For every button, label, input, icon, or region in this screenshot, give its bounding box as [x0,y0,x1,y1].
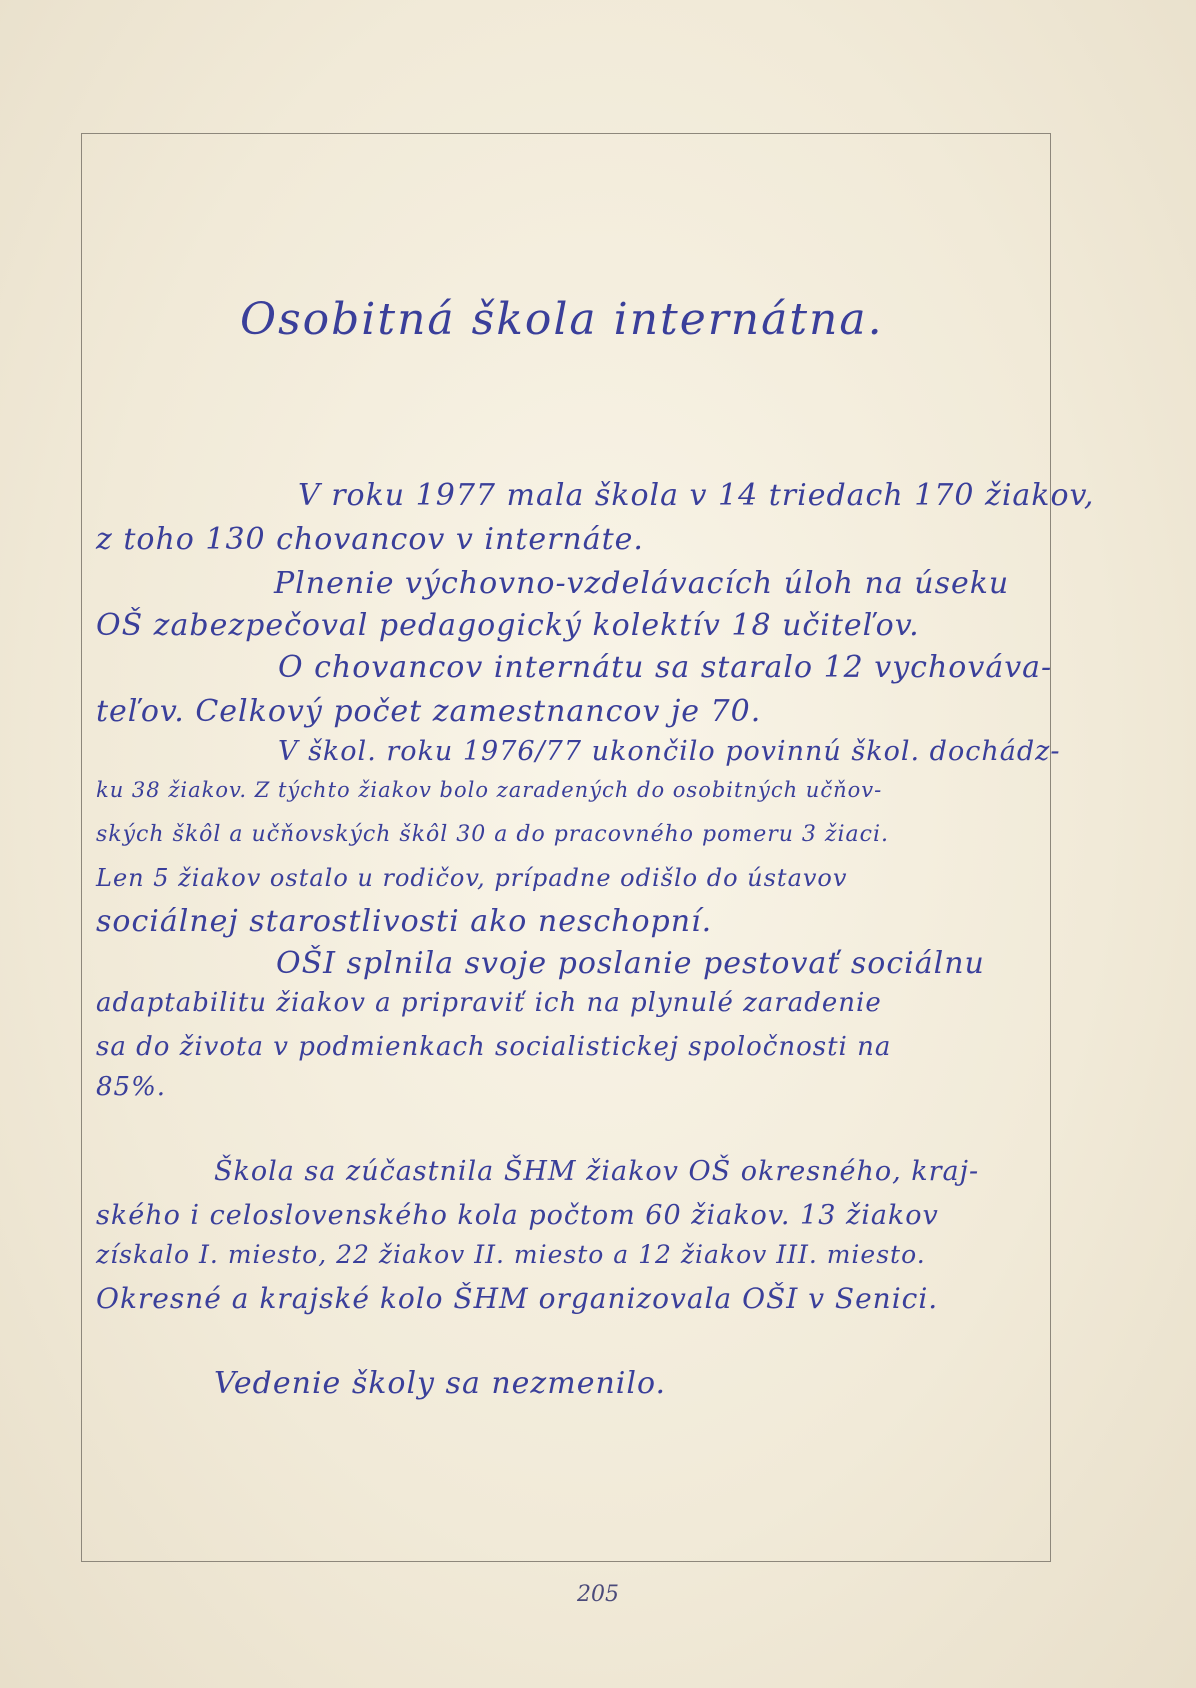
text-line: teľov. Celkový počet zamestnancov je 70. [96,694,762,729]
text-line: Škola sa zúčastnila ŠHM žiakov OŠ okresného, kraj- [214,1156,980,1187]
text-line: OŠI splnila svoje poslanie pestovať sociálnu [276,946,985,981]
text-line: V roku 1977 mala škola v 14 triedach 170 žiakov, [298,478,1095,513]
text-line: O chovancov internátu sa staralo 12 vychováva- [278,650,1053,685]
text-line: ského i celoslovenského kola počtom 60 žiakov. 13 žiakov [96,1200,939,1231]
page-frame [81,133,1051,1562]
text-line: Len 5 žiakov ostalo u rodičov, prípadne odišlo do ústavov [96,864,848,892]
page-title: Osobitná škola internátna. [240,294,884,345]
text-line: ku 38 žiakov. Z týchto žiakov bolo zaradených do osobitných učňov- [96,778,883,802]
text-line: ských škôl a učňovských škôl 30 a do pracovného pomeru 3 žiaci. [96,822,889,847]
page-number: 205 [577,1582,619,1607]
text-line: sa do života v podmienkach socialistickej spoločnosti na [96,1032,892,1062]
text-line: Vedenie školy sa nezmenilo. [214,1366,667,1401]
text-line: OŠ zabezpečoval pedagogický kolektív 18 učiteľov. [96,608,920,643]
text-line: sociálnej starostlivosti ako neschopní. [96,904,713,939]
text-line: Plnenie výchovno-vzdelávacích úloh na úseku [274,566,1010,601]
text-line: V škol. roku 1976/77 ukončilo povinnú škol. dochádz- [278,736,1061,767]
text-line: 85%. [96,1072,167,1102]
text-line: z toho 130 chovancov v internáte. [96,522,644,557]
text-line: adaptabilitu žiakov a pripraviť ich na plynulé zaradenie [96,988,882,1018]
text-line: Okresné a krajské kolo ŠHM organizovala OŠI v Senici. [96,1282,939,1315]
text-line: získalo I. miesto, 22 žiakov II. miesto a 12 žiakov III. miesto. [96,1240,926,1269]
